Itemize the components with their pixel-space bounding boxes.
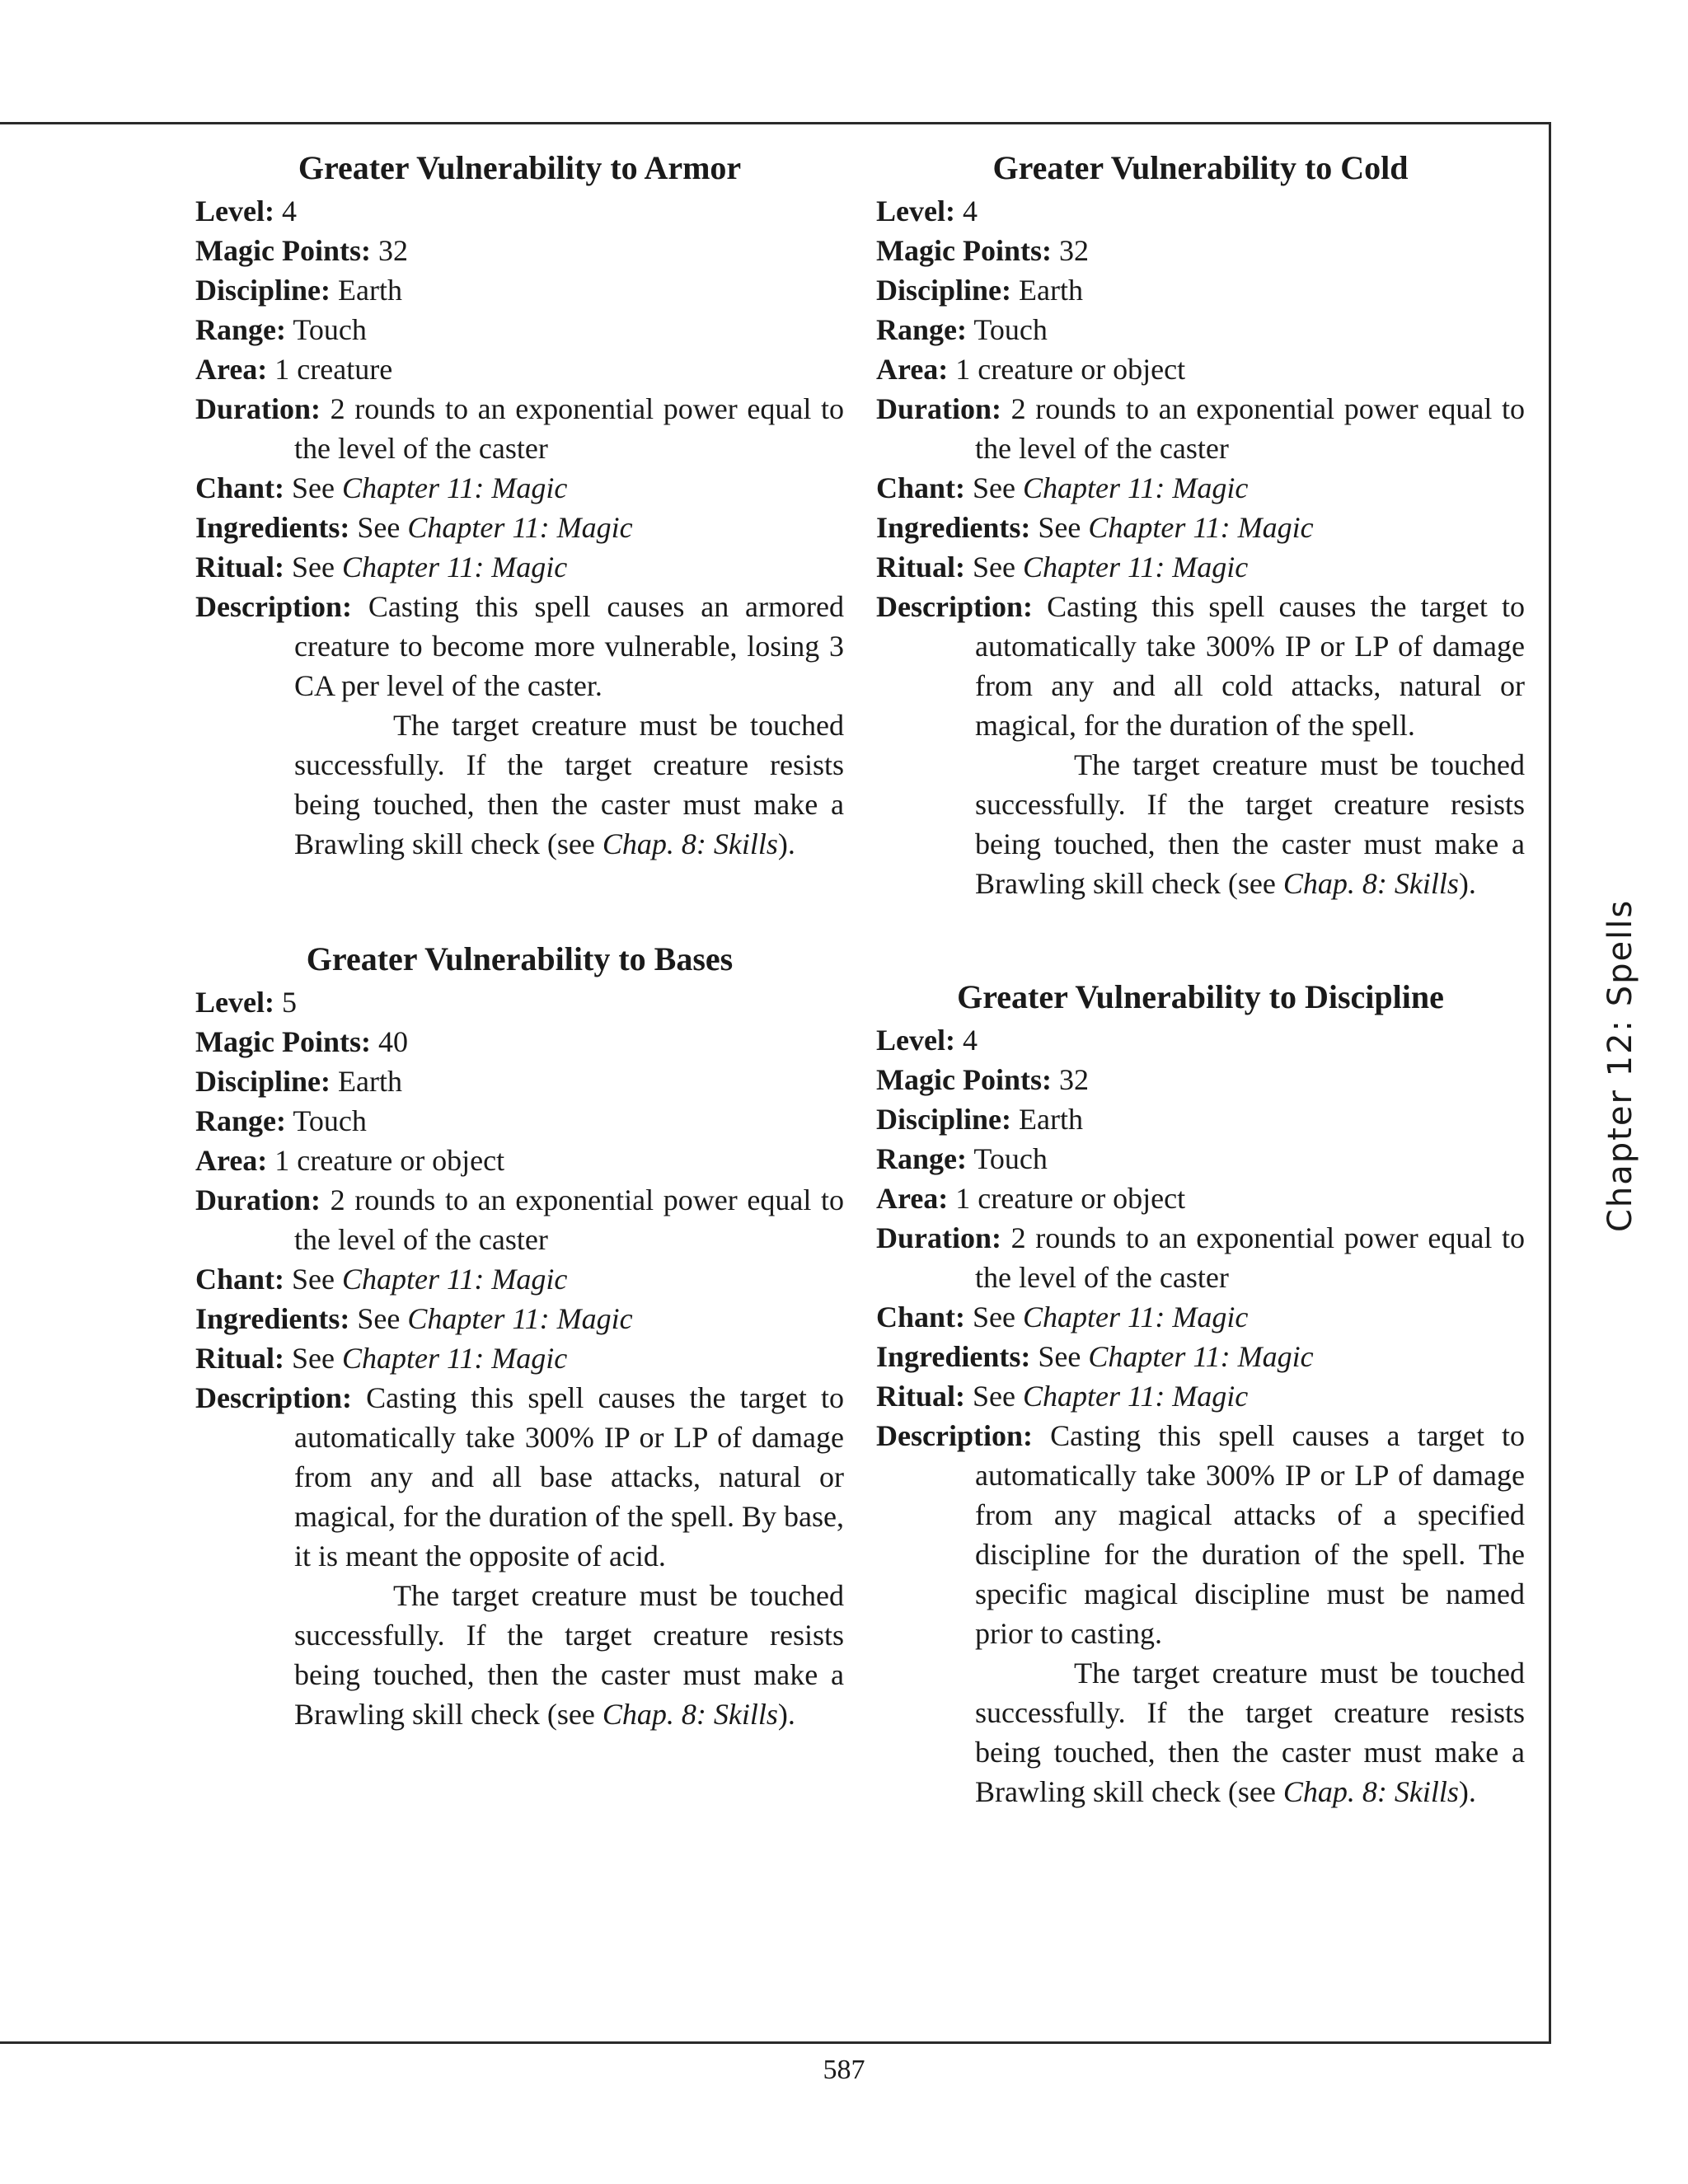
magic-points-row — [195, 1022, 844, 1062]
duration-label: Duration: — [195, 392, 321, 425]
magic-points-row — [876, 1060, 1525, 1099]
level-row — [195, 191, 844, 231]
duration-label: Duration: — [876, 1221, 1001, 1254]
description-label: Description: — [195, 1381, 352, 1414]
duration-value: 2 rounds to an exponential power equal to the level of the caster — [975, 392, 1525, 465]
chant-label: Chant: — [195, 1263, 285, 1296]
ingredients-label: Ingredients: — [876, 1340, 1031, 1373]
chant-label: Chant: — [876, 471, 966, 504]
chant-label: Chant: — [195, 471, 285, 504]
ingredients-row — [876, 1337, 1525, 1376]
see-text: See — [973, 551, 1015, 583]
range-value: Touch — [293, 1104, 367, 1137]
see-text: See — [292, 551, 335, 583]
ingredients-label: Ingredients: — [195, 1302, 350, 1335]
see-text: See — [1038, 1340, 1081, 1373]
ritual-label: Ritual: — [195, 1342, 284, 1375]
chapter-reference: Chapter 11: Magic — [342, 471, 568, 504]
area-label: Area: — [876, 1182, 949, 1215]
see-text: See — [973, 471, 1016, 504]
discipline-value: Earth — [1019, 1103, 1083, 1136]
duration-row — [195, 389, 844, 468]
description-row — [876, 587, 1525, 745]
touch-paragraph — [195, 1576, 844, 1734]
ingredients-label: Ingredients: — [195, 511, 350, 544]
see-text: See — [357, 1302, 401, 1335]
area-value: 1 creature or object — [274, 1144, 505, 1177]
close-paren: ). — [777, 1698, 795, 1731]
description-row — [195, 1378, 844, 1576]
ritual-row — [195, 1338, 844, 1378]
duration-label: Duration: — [195, 1183, 321, 1216]
ritual-label: Ritual: — [195, 551, 284, 583]
level-value: 4 — [281, 194, 297, 227]
discipline-row — [876, 1099, 1525, 1139]
level-value: 4 — [962, 1024, 978, 1057]
area-row — [876, 349, 1525, 389]
chapter-reference: Chapter 11: Magic — [1023, 471, 1249, 504]
ingredients-label: Ingredients: — [876, 511, 1031, 544]
range-value: Touch — [973, 1142, 1048, 1175]
chant-row — [876, 468, 1525, 508]
chapter-reference: Chapter 11: Magic — [1023, 1301, 1249, 1333]
range-row — [876, 310, 1525, 349]
level-label: Level: — [876, 194, 955, 227]
magic-points-label: Magic Points: — [876, 234, 1052, 267]
level-label: Level: — [195, 986, 274, 1019]
frame-right-rule — [1549, 122, 1551, 2044]
level-row — [195, 982, 844, 1022]
duration-value: 2 rounds to an exponential power equal to the level of the caster — [294, 392, 844, 465]
touch-paragraph — [876, 1653, 1525, 1811]
range-row — [195, 1101, 844, 1141]
close-paren: ). — [1458, 1775, 1476, 1808]
area-row — [195, 1141, 844, 1180]
description-label: Description: — [876, 1419, 1033, 1452]
chant-row — [195, 1259, 844, 1299]
description-text: Casting this spell causes the target to automatically take 300% IP or LP of damage from any and all base attacks, natural or magical, for the duration of the spell. By base, it is meant the opposite of acid. — [294, 1381, 845, 1572]
duration-row — [195, 1180, 844, 1259]
skills-reference: Chap. 8: Skills — [602, 1698, 778, 1731]
discipline-label: Discipline: — [876, 1103, 1012, 1136]
magic-points-value: 32 — [377, 234, 408, 267]
spell-title: Greater Vulnerability to Cold — [992, 149, 1409, 186]
ritual-row — [195, 547, 844, 587]
ritual-row — [876, 547, 1525, 587]
magic-points-value: 32 — [1058, 234, 1089, 267]
duration-label: Duration: — [876, 392, 1001, 425]
range-label: Range: — [195, 313, 286, 346]
see-text: See — [1038, 511, 1081, 544]
skills-reference: Chap. 8: Skills — [1282, 867, 1459, 900]
see-text: See — [292, 1342, 335, 1375]
area-value: 1 creature or object — [955, 1182, 1186, 1215]
description-row — [195, 587, 844, 705]
magic-points-row — [876, 231, 1525, 270]
magic-points-value: 40 — [377, 1025, 408, 1058]
spell-title: Greater Vulnerability to Bases — [306, 940, 734, 977]
description-text: Casting this spell causes a target to automatically take 300% IP or LP of damage from any magical attacks of a specified discipline for the duration of the spell. The specific magical discipline must be named prior to casting. — [975, 1419, 1526, 1650]
chapter-reference: Chapter 11: Magic — [1088, 1340, 1314, 1373]
close-paren: ). — [1458, 867, 1476, 900]
range-row — [876, 1139, 1525, 1179]
skills-reference: Chap. 8: Skills — [1282, 1775, 1459, 1808]
level-row — [876, 1020, 1525, 1060]
description-label: Description: — [195, 590, 352, 623]
duration-value: 2 rounds to an exponential power equal to the level of the caster — [975, 1221, 1525, 1294]
discipline-value: Earth — [338, 1065, 402, 1098]
area-label: Area: — [876, 353, 949, 386]
ingredients-row — [876, 508, 1525, 547]
level-value: 5 — [281, 986, 297, 1019]
level-row — [876, 191, 1525, 231]
chapter-reference: Chapter 11: Magic — [1088, 511, 1314, 544]
description-text: Casting this spell causes the target to automatically take 300% IP or LP of damage from any and all cold attacks, natural or magical, for the duration of the spell. — [975, 590, 1526, 742]
chapter-reference: Chapter 11: Magic — [1022, 551, 1249, 583]
magic-points-value: 32 — [1058, 1063, 1089, 1096]
duration-value: 2 rounds to an exponential power equal to the level of the caster — [294, 1183, 844, 1256]
description-text: Casting this spell causes an armored creature to become more vulnerable, losing 3 CA per level of the caster. — [294, 590, 844, 702]
discipline-value: Earth — [338, 274, 402, 307]
frame-top-rule — [0, 122, 1551, 124]
touch-text: The target creature must be touched successfully. If the target creature resists being touched, then the caster must make a Brawling skill check (see — [975, 748, 1525, 900]
description-label: Description: — [876, 590, 1033, 623]
discipline-label: Discipline: — [195, 1065, 331, 1098]
chapter-side-tab: Chapter 12: Spells — [1601, 898, 1639, 1232]
area-row — [195, 349, 844, 389]
level-label: Level: — [876, 1024, 955, 1057]
touch-text: The target creature must be touched successfully. If the target creature resists being touched, then the caster must make a Brawling skill check (see — [294, 1579, 844, 1731]
range-row — [195, 310, 844, 349]
spell-title: Greater Vulnerability to Discipline — [957, 978, 1444, 1015]
ingredients-row — [195, 1299, 844, 1338]
area-label: Area: — [195, 1144, 268, 1177]
description-row — [876, 1416, 1525, 1653]
page-number: 587 — [823, 2055, 865, 2085]
range-value: Touch — [293, 313, 367, 346]
discipline-label: Discipline: — [195, 274, 331, 307]
chapter-reference: Chapter 11: Magic — [407, 1302, 633, 1335]
area-value: 1 creature or object — [955, 353, 1186, 386]
duration-row — [876, 389, 1525, 468]
see-text: See — [292, 471, 335, 504]
see-text: See — [973, 1301, 1016, 1333]
ingredients-row — [195, 508, 844, 547]
touch-text: The target creature must be touched successfully. If the target creature resists being touched, then the caster must make a Brawling skill check (see — [294, 709, 844, 860]
range-label: Range: — [876, 313, 967, 346]
spell-entry — [195, 936, 844, 1734]
chapter-reference: Chapter 11: Magic — [342, 1263, 568, 1296]
chant-row — [195, 468, 844, 508]
ritual-label: Ritual: — [876, 551, 965, 583]
range-label: Range: — [876, 1142, 967, 1175]
chant-row — [876, 1297, 1525, 1337]
discipline-row — [195, 270, 844, 310]
discipline-row — [876, 270, 1525, 310]
chapter-reference: Chapter 11: Magic — [341, 551, 568, 583]
skills-reference: Chap. 8: Skills — [602, 827, 778, 860]
discipline-value: Earth — [1019, 274, 1083, 307]
chapter-reference: Chapter 11: Magic — [341, 1342, 568, 1375]
duration-row — [876, 1218, 1525, 1297]
touch-text: The target creature must be touched successfully. If the target creature resists being touched, then the caster must make a Brawling skill check (see — [975, 1657, 1525, 1808]
discipline-row — [195, 1062, 844, 1101]
spell-entry — [876, 145, 1525, 903]
level-value: 4 — [962, 194, 978, 227]
spell-entry — [876, 974, 1525, 1811]
area-label: Area: — [195, 353, 268, 386]
frame-bottom-rule — [0, 2041, 1551, 2044]
magic-points-label: Magic Points: — [195, 1025, 371, 1058]
see-text: See — [292, 1263, 335, 1296]
magic-points-row — [195, 231, 844, 270]
spell-entry — [195, 145, 844, 864]
magic-points-label: Magic Points: — [876, 1063, 1052, 1096]
magic-points-label: Magic Points: — [195, 234, 371, 267]
area-value: 1 creature — [274, 353, 393, 386]
ritual-row — [876, 1376, 1525, 1416]
touch-paragraph — [195, 705, 844, 864]
area-row — [876, 1179, 1525, 1218]
see-text: See — [357, 511, 401, 544]
see-text: See — [973, 1380, 1015, 1413]
range-value: Touch — [973, 313, 1048, 346]
touch-paragraph — [876, 745, 1525, 903]
chapter-reference: Chapter 11: Magic — [1022, 1380, 1249, 1413]
range-label: Range: — [195, 1104, 286, 1137]
chapter-reference: Chapter 11: Magic — [407, 511, 633, 544]
close-paren: ). — [777, 827, 795, 860]
spell-title: Greater Vulnerability to Armor — [298, 149, 742, 186]
chant-label: Chant: — [876, 1301, 966, 1333]
level-label: Level: — [195, 194, 274, 227]
discipline-label: Discipline: — [876, 274, 1012, 307]
ritual-label: Ritual: — [876, 1380, 965, 1413]
